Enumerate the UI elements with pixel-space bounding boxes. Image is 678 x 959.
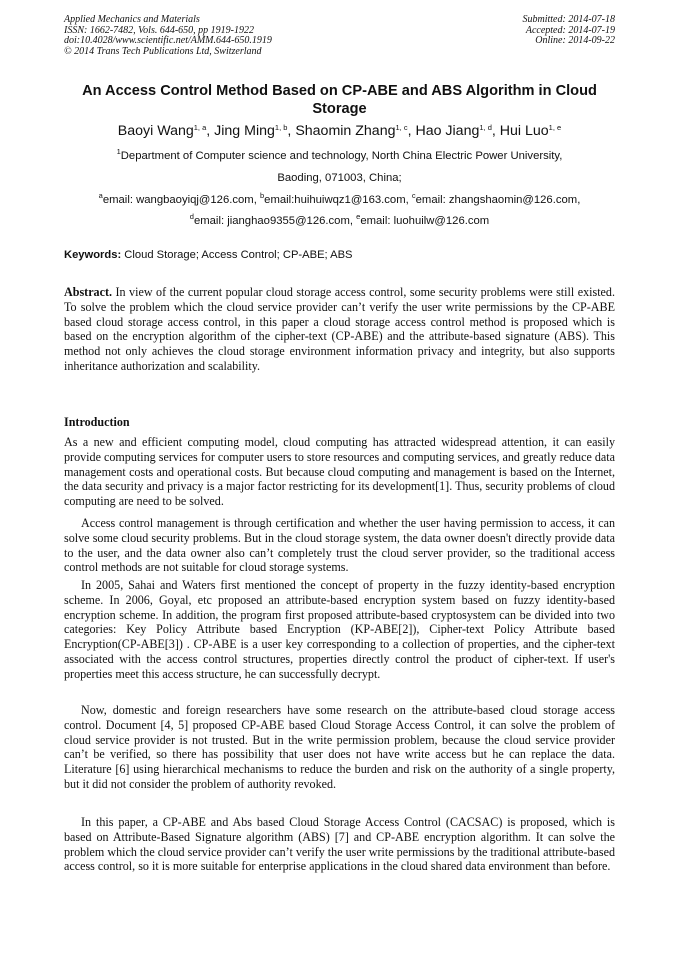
publication-info (64, 15, 272, 58)
abstract-text: In view of the current popular cloud storage access control, some security problems were still existed. To solve the problem which the cloud service provider can’t verify the user write permissions by the CP-ABE based cloud storage access control, in this paper a cloud storage access control method is proposed which is based on the encryption algorithm of the cipher-text (CP-ABE) and the attribute-based signature (ABS). This method not only achieves the cloud storage environment information privacy and integrity, but also supports inheritance authorization and scalability. (64, 285, 615, 373)
affiliation-mark: 1 (116, 147, 121, 156)
affiliation-text: Department of Computer science and technology, North China Electric Power University, (120, 150, 563, 162)
email-mark: e (356, 212, 361, 221)
body-paragraph: As a new and efficient computing model, cloud computing has attracted widespread attention, it can easily provide computing services for computer users to store resources and computing services, and greatly reduce data management costs and operational costs. But because cloud computing and management is based on the Internet, the data security and privacy is a major factor restricting for its development[1]. Thus, security problems of cloud computing are need to be solved. (64, 435, 615, 509)
email-address: email: zhangshaomin@126.com, (415, 194, 581, 206)
body-paragraph: Now, domestic and foreign researchers have some research on the attribute-based cloud storage access control. Document [4, 5] proposed CP-ABE based Cloud Storage Access Control, it can solve the problem of cloud service provider is not trusted. But in the write permission problem, because the cloud service provider can’t be verified, so there has possibility that user does not have write access but he can replace the data. Literature [6] using hierarchical mechanisms to reduce the burden and risk on the authority of a single property, but it did not consider the problem of authority revoked. (64, 703, 615, 791)
abstract (64, 285, 615, 374)
author-name: Jing Ming (214, 123, 275, 139)
accepted-date: Accepted: 2014-07-19 (525, 24, 615, 36)
email-address: email: jianghao9355@126.com, (193, 215, 357, 227)
author-name: Hui Luo (499, 123, 549, 139)
author-affiliation-mark: 1, b (274, 123, 288, 132)
online-date: Online: 2014-09-22 (535, 35, 615, 47)
paper-title: An Access Control Method Based on CP-ABE and ABS Algorithm in Cloud Storage (82, 83, 597, 117)
email-line (64, 214, 615, 228)
keywords-label: Keywords: (64, 249, 122, 261)
affiliation-line: Baoding, 071003, China; (277, 172, 402, 184)
doi-line: doi:10.4028/www.scientific.net/AMM.644-650.1919 (64, 35, 272, 47)
body-paragraph: In 2005, Sahai and Waters first mentioned the concept of property in the fuzzy identity-based encryption scheme. In 2006, Goyal, etc proposed an attribute-based encryption system based on fuzzy identity-based encryption scheme. In addition, the program first proposed attribute-based cryptosystem can be divided into two categories: Key Policy Attribute based Encryption (KP-ABE[2]), Cipher-text Policy Attribute based Encryption(CP-ABE[3]) . CP-ABE is a user key corresponding to a collection of properties, and the cipher-text associated with the access control structures, properties directly control the product of cipher-text. If user's properties meet this access structure, he can successfully decrypt. (64, 578, 615, 681)
email-address: email:huihuiwqz1@163.com, (264, 194, 412, 206)
email-line (64, 193, 615, 207)
email-mark: a (98, 191, 103, 200)
email-address: email: wangbaoyiqj@126.com, (102, 194, 260, 206)
author-name: Baoyi Wang (117, 123, 194, 139)
journal-name: Applied Mechanics and Materials (64, 14, 200, 25)
issn-line: ISSN: 1662-7482, Vols. 644-650, pp 1919-1922 (64, 24, 254, 36)
author-affiliation-mark: 1, d (479, 123, 492, 132)
keywords (64, 248, 615, 262)
author-affiliation-mark: 1, e (548, 123, 562, 132)
keywords-text: Cloud Storage; Access Control; CP-ABE; ABS (121, 249, 353, 261)
publication-dates (523, 15, 616, 47)
body-paragraph: In this paper, a CP-ABE and Abs based Cloud Storage Access Control (CACSAC) is proposed, which is based on Attribute-Based Signature algorithm (ABS) [7] and CP-ABE encryption algorithm. It can solve the problem which the cloud service provider can’t verify the user write permissions by the traditional attribute-based access control, so it is more suitable for enterprise applications in the cloud shared data environment than before. (64, 815, 615, 874)
author-affiliation-mark: 1, c (395, 123, 408, 132)
author-list: Baoyi Wang$^{1, a}$, Jing Ming$^{1, b}$, Shaomin Zhang$^{1, c}$, Hao Jiang$^{1, d}$, Hui Luo$^{1, e}$ (117, 123, 562, 139)
author-name: Shaomin Zhang (295, 123, 396, 139)
submitted-date: Submitted: 2014-07-18 (522, 14, 615, 25)
email-mark: b (259, 191, 265, 200)
copyright-line: © 2014 Trans Tech Publications Ltd, Switzerland (64, 46, 262, 58)
body-paragraph: Access control management is through certification and whether the user having permission to access, it can solve some cloud security problems. But in the cloud storage system, the data owner doesn't directly provide data to the user, and the data owner also can’t completely trust the cloud server provider, so the traditional access control methods are not suitable for cloud storage systems. (64, 516, 615, 575)
abstract-label: Abstract. (64, 285, 113, 299)
affiliation-line (64, 149, 615, 163)
email-address: email: luohuilw@126.com (360, 215, 490, 227)
email-mark: d (189, 212, 194, 221)
author-name: Hao Jiang (415, 123, 480, 139)
section-heading-introduction: Introduction (64, 415, 130, 429)
email-mark: c (411, 191, 416, 200)
author-affiliation-mark: 1, a (193, 123, 207, 132)
